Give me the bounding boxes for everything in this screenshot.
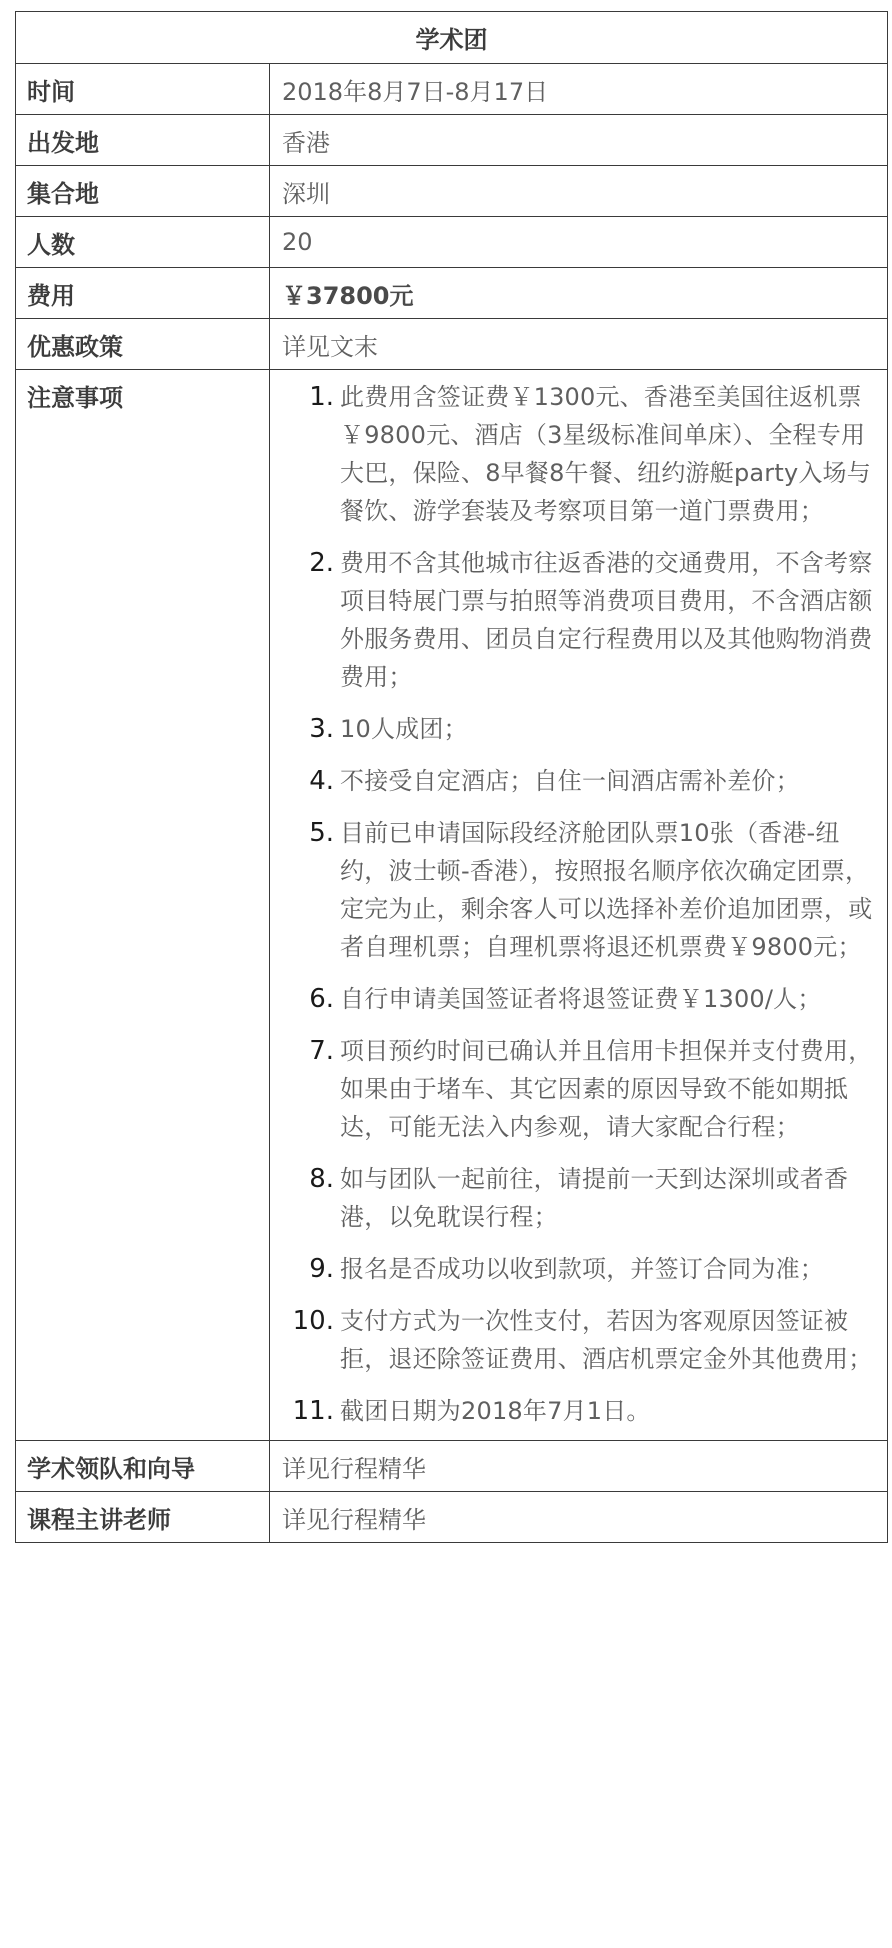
note-number: 5. (309, 818, 334, 848)
note-text: 报名是否成功以收到款项，并签订合同为准； (340, 1255, 824, 1283)
note-number: 11. (292, 1396, 334, 1426)
table-row (16, 64, 888, 115)
note-text: 费用不含其他城市往返香港的交通费用，不含考察项目特展门票与拍照等消费项目费用，不含酒店额外服务费用、团员自定行程费用以及其他购物消费费用； (340, 549, 873, 691)
row-label-headcount: 人数 (16, 217, 270, 268)
list-item (270, 1160, 887, 1236)
row-value-fee: ￥37800元 (270, 268, 888, 319)
note-text: 10人成团； (340, 715, 468, 743)
list-item (270, 980, 887, 1018)
note-number: 10. (292, 1306, 334, 1336)
list-item (270, 710, 887, 748)
row-value-headcount: 20 (270, 217, 888, 268)
tour-info-table (15, 11, 888, 1543)
note-number: 4. (309, 766, 334, 796)
note-text: 截团日期为2018年7月1日。 (340, 1397, 651, 1425)
list-item (270, 814, 887, 966)
table-row (16, 115, 888, 166)
note-number: 8. (309, 1164, 334, 1194)
row-label-meeting-point: 集合地 (16, 166, 270, 217)
row-label-lecturer: 课程主讲老师 (16, 1492, 270, 1543)
note-number: 2. (309, 548, 334, 578)
table-row (16, 1492, 888, 1543)
row-label-fee: 费用 (16, 268, 270, 319)
note-text: 目前已申请国际段经济舱团队票10张（香港-纽约，波士顿-香港），按照报名顺序依次确定团票，定完为止，剩余客人可以选择补差价追加团票，或者自理机票；自理机票将退还机票费￥9800元； (340, 819, 873, 961)
list-item (270, 544, 887, 696)
notes-row (16, 370, 888, 1441)
note-text: 不接受自定酒店；自住一间酒店需补差价； (340, 767, 800, 795)
note-number: 1. (309, 382, 334, 412)
note-number: 6. (309, 984, 334, 1014)
table-row (16, 319, 888, 370)
table-title-row (16, 12, 888, 64)
notes-label: 注意事项 (16, 370, 270, 1441)
row-label-departure: 出发地 (16, 115, 270, 166)
list-item (270, 1032, 887, 1146)
row-label-time: 时间 (16, 64, 270, 115)
note-number: 9. (309, 1254, 334, 1284)
list-item (270, 762, 887, 800)
table-title: 学术团 (16, 12, 888, 64)
row-value-lecturer: 详见行程精华 (270, 1492, 888, 1543)
note-text: 支付方式为一次性支付，若因为客观原因签证被拒，退还除签证费用、酒店机票定金外其他费用； (340, 1307, 873, 1373)
table-row (16, 268, 888, 319)
list-item (270, 1392, 887, 1430)
list-item (270, 1250, 887, 1288)
table-row (16, 217, 888, 268)
row-value-leader-guide: 详见行程精华 (270, 1441, 888, 1492)
row-value-departure: 香港 (270, 115, 888, 166)
note-number: 3. (309, 714, 334, 744)
table-row (16, 166, 888, 217)
note-text: 如与团队一起前往，请提前一天到达深圳或者香港，以免耽误行程； (340, 1165, 849, 1231)
row-label-discount: 优惠政策 (16, 319, 270, 370)
note-number: 7. (309, 1036, 334, 1066)
row-label-leader-guide: 学术领队和向导 (16, 1441, 270, 1492)
note-text: 自行申请美国签证者将退签证费￥1300/人； (340, 985, 822, 1013)
list-item (270, 378, 887, 530)
notes-list (270, 378, 887, 1430)
tour-info-sheet (15, 11, 887, 1543)
row-value-time: 2018年8月7日-8月17日 (270, 64, 888, 115)
table-row (16, 1441, 888, 1492)
row-value-meeting-point: 深圳 (270, 166, 888, 217)
notes-cell (270, 370, 888, 1441)
note-text: 项目预约时间已确认并且信用卡担保并支付费用，如果由于堵车、其它因素的原因导致不能如期抵达，可能无法入内参观，请大家配合行程； (340, 1037, 873, 1141)
row-value-discount: 详见文末 (270, 319, 888, 370)
note-text: 此费用含签证费￥1300元、香港至美国往返机票￥9800元、酒店（3星级标准间单床）、全程专用大巴，保险、8早餐8午餐、纽约游艇party入场与餐饮、游学套装及考察项目第一道门票费用； (340, 383, 871, 525)
list-item (270, 1302, 887, 1378)
